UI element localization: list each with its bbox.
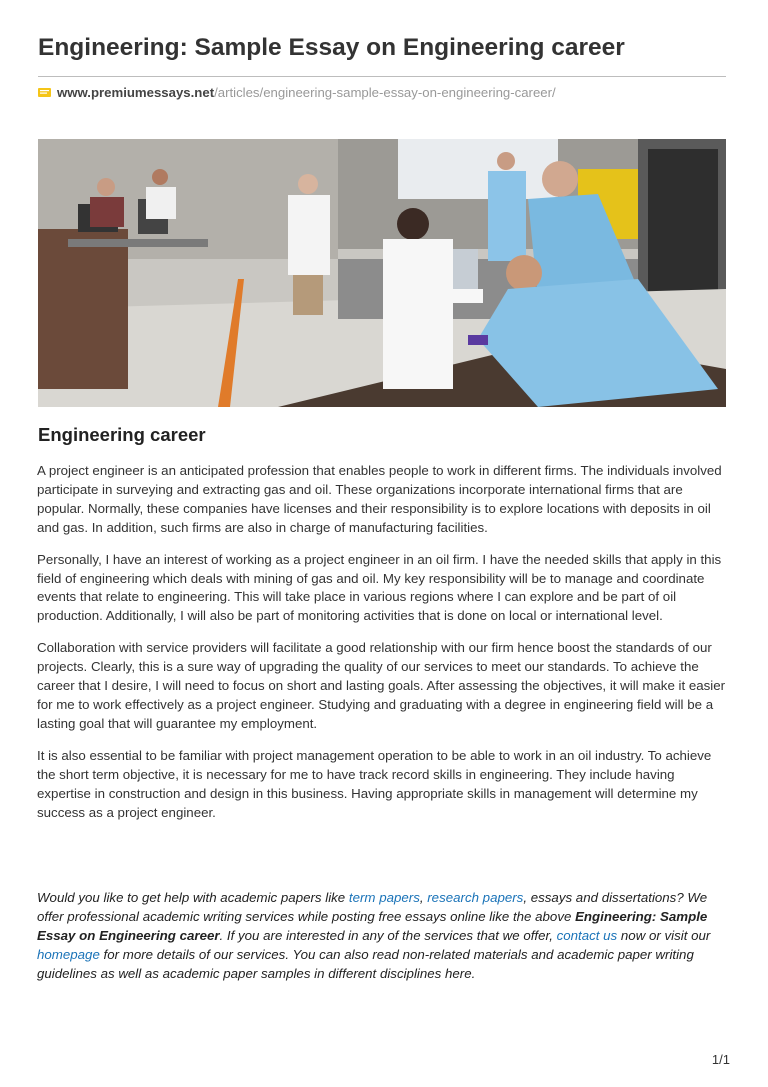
photo-laboratory-engineers-icon [38, 139, 726, 407]
bookmark-icon [38, 87, 52, 99]
title-divider [38, 76, 726, 77]
paragraph-3: Collaboration with service providers will facilitate a good relationship with our firm hence boost the standards of our projects. Clearly, this is a sure way of upgrading the quality of our services to meet our standards. To achieve the career that I desire, I will need to focus on short and lasting goals. After assessing the objectives, it will make it easier for me to work effectively as a project engineer. Studying and graduating with a degree in engineering field will be a lasting goal that will guarantee my employment. [37, 640, 726, 731]
research-papers-link[interactable]: research papers [427, 890, 524, 905]
promo-text-1: Would you like to get help with academic papers like [37, 890, 349, 905]
paragraph-2: Personally, I have an interest of working as a project engineer in an oil firm. I have the needed skills that apply in this field of engineering which deals with mining of gas and oil. My key responsibility will be to manage and coordinate events that relate to engineering. This will take place in various regions where I can explore and be part of oil production. Additionally, I will also be part of monitoring activities that is done on local or international level. [37, 551, 722, 624]
term-papers-link[interactable]: term papers [348, 890, 420, 905]
url-domain[interactable]: www.premiumessays.net [57, 85, 215, 100]
source-url[interactable] [38, 85, 556, 100]
contact-us-link[interactable]: contact us [556, 927, 618, 943]
promo-text-3: , essays and dissertations? We offer professional academic writing services while posting free essays online like the above [37, 890, 708, 924]
section-heading: Engineering career [38, 424, 206, 445]
promo-essay-title: Engineering: Sample Essay on Engineering career [37, 908, 708, 943]
paragraph-1: A project engineer is an anticipated profession that enables people to work in different firms. The individuals involved participate in surveying and extracting gas and oil. These organizations incorporate international firms that are popular. Normally, these companies have licenses and their responsibility is to explore locations with deposits in oil and gas. In addition, such firms are also in charge of manufacturing facilities. [37, 463, 722, 535]
homepage-link[interactable]: homepage [37, 946, 100, 962]
promo-text-4: . If you are interested in any of the services that we offer, [219, 927, 557, 943]
promo-paragraph [37, 889, 729, 984]
promo-text-5: now or visit our [617, 927, 711, 943]
url-path[interactable]: /articles/engineering-sample-essay-on-engineering-career/ [214, 85, 556, 100]
promo-text-6: for more details of our services. You can also read non-related materials and academic paper writing guidelines as well as academic paper samples in different disciplines here. [37, 946, 694, 981]
lab-photo [38, 139, 726, 407]
paragraph-4: It is also essential to be familiar with project management operation to be able to work in an oil industry. To achieve the short term objective, it is necessary for me to have track record skills in engineering. They include having expertise in construction and design in this business. Having appropriate skills in management will determine my success as a project engineer. [37, 747, 712, 820]
essay-body [37, 462, 729, 835]
promo-text-2: , [419, 890, 428, 905]
page-number: 1/1 [711, 1052, 730, 1067]
document-title: Engineering: Sample Essay on Engineering career [38, 34, 625, 61]
